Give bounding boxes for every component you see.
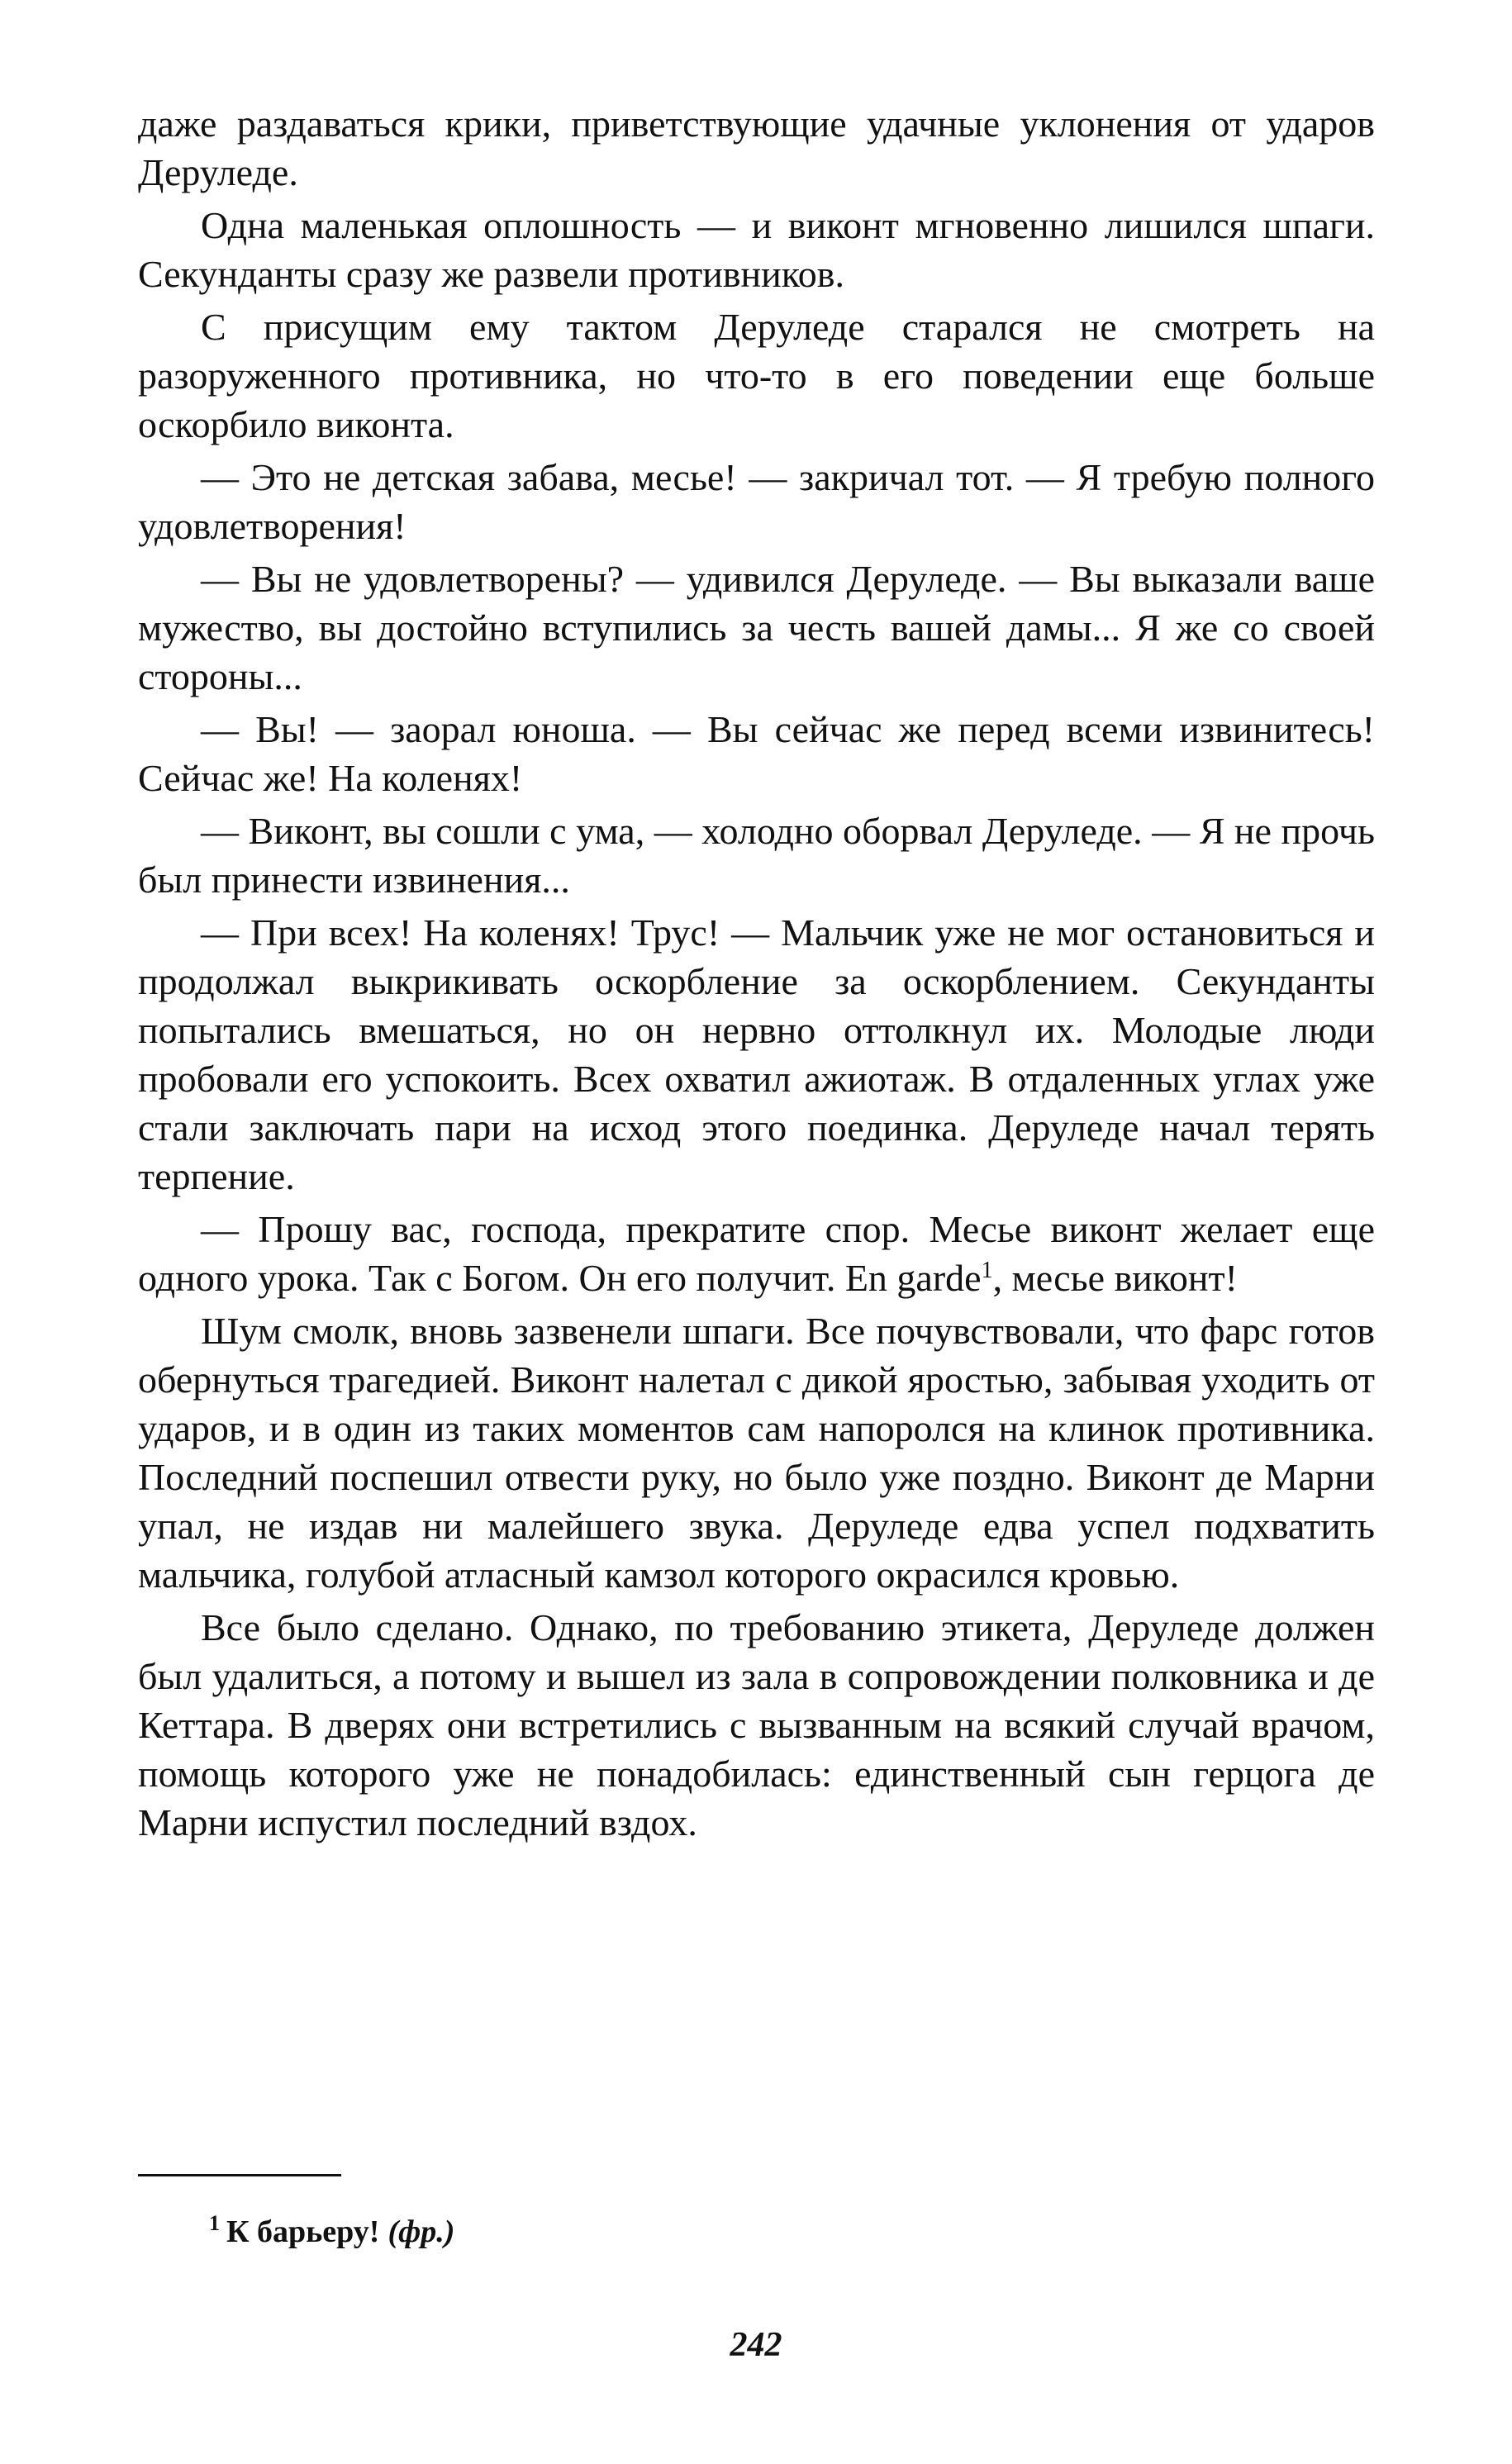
footnote (209, 2203, 454, 2252)
paragraph: — Вы! — заорал юноша. — Вы сейчас же перед всеми извинитесь! Сейчас же! На коленях! (138, 708, 1375, 799)
paragraph: — Это не детская забава, месье! — закричал тот. — Я требую полного удовлетворения! (138, 456, 1375, 547)
paragraph: Все было сделано. Однако, по требованию этикета, Деруледе должен был удалиться, а потому и вышел из зала в сопровождении полковника и де Кеттара. В дверях они встретились с вызванным на всякий случай врачом, помощь которого уже не понадобилась: единственный сын герцога де Марни испустил последний вздох. (138, 1606, 1375, 1843)
footnote-text: К барьеру! (226, 2214, 380, 2249)
page-number: 242 (730, 2326, 782, 2364)
paragraph: даже раздаваться крики, приветствующие удачные уклонения от ударов Деруледе. (138, 102, 1375, 193)
footnote-mark: 1 (209, 2211, 220, 2235)
paragraph: Одна маленькая оплошность — и виконт мгновенно лишился шпаги. Секунданты сразу же развели противников. (138, 204, 1375, 295)
footnote-language-note: (фр.) (388, 2214, 455, 2249)
paragraph-with-note (138, 1205, 1375, 1302)
footnote-divider (138, 2174, 341, 2176)
paragraph: С присущим ему тактом Деруледе старался не смотреть на разоруженного противника, но что-то в его поведении еще больше оскорбило виконта. (138, 306, 1375, 445)
paragraph: — Виконт, вы сошли с ума, — холодно оборвал Деруледе. — Я не прочь был принести извинения... (138, 810, 1375, 901)
paragraph: — При всех! На коленях! Трус! — Мальчик уже не мог остановиться и продолжал выкрикивать оскорбление за оскорблением. Секунданты попытались вмешаться, но он нервно оттолкнул их. Молодые люди пробовали его успокоить. Всех охватил ажиотаж. В отдаленных углах уже стали заключать пари на исход этого поединка. Деруледе начал терять терпение. (138, 911, 1375, 1197)
main-text (138, 99, 1375, 1851)
paragraph: Шум смолк, вновь зазвенели шпаги. Все почувствовали, что фарс готов обернуться трагедией. Виконт налетал с дикой яростью, забывая уходить от ударов, и в один из таких моментов сам напоролся на клинок противника. Последний поспешил отвести руку, но было уже поздно. Виконт де Марни упал, не издав ни малейшего звука. Деруледе едва успел подхватить мальчика, голубой атласный камзол которого окрасился кровью. (138, 1310, 1375, 1596)
paragraph-text: — Прошу вас, господа, прекратите спор. Месье виконт желает еще одного урока. Так с Богом. Он его получит. En garde (138, 1208, 1375, 1299)
paragraph: — Вы не удовлетворены? — удивился Деруледе. — Вы выказали ваше мужество, вы достойно вступились за честь вашей дамы... Я же со своей стороны... (138, 558, 1375, 697)
footnote-reference: 1 (981, 1258, 993, 1283)
paragraph-text-tail: , месье виконт! (992, 1257, 1238, 1299)
